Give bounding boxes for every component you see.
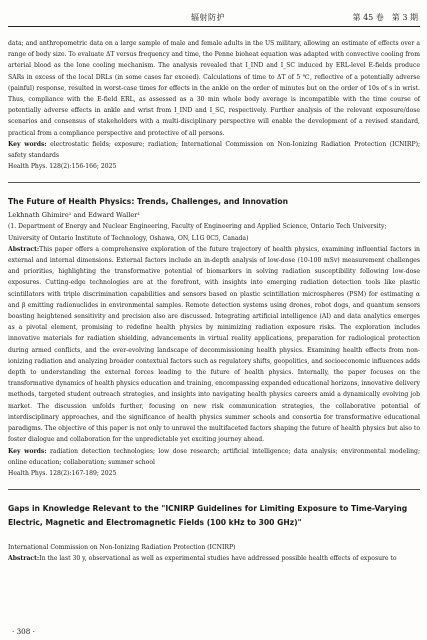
prev-citation: Health Phys. 128(2):156-166; 2025 — [8, 163, 117, 171]
article-keywords — [8, 446, 420, 468]
next-article-title: Gaps in Knowledge Relevant to the "ICNIRP Guidelines for Limiting Exposure to Time-Varying Electric, Magnetic and Electromagnetic Fields (100 kHz to 300 GHz)" — [8, 504, 408, 528]
journal-name: 辐射防护 — [191, 13, 225, 22]
abstract-label: Abstract: — [8, 555, 40, 563]
article-divider — [8, 182, 420, 183]
abstract-label: Abstract: — [8, 245, 40, 253]
abstract-text: This paper offers a comprehensive exploration of the future trajectory of health physics, examining influential factors in external and internal dimensions. External factors include an in-depth analysis of low-dose (10-100 mSv) measurement challenges and priorities, highlighting the transformative potential of biomarkers in solving radiation susceptibility following low-dose exposures. Cutting-edge technologies are at the forefront, with insights into emerging radiation detection tools like plastic scintillators with triple discrimination capabilities and sensors based on plastic scintillation microspheres (PSM) for estimating α and β emitting radionuclides in environmental samples. Remote detection systems using drones, robot dogs, and quantum sensors boasting heightened sensitivity and precision also are discussed. Integrating artificial intelligence (AI) and data analytics emerges as a pivotal element, promising to redefine health physics by minimizing radiation exposure risks. The exploration includes innovative materials for radiation shielding, advancements in virtual reality applications, preparation for radiological protection during armed conflicts, and the ever-evolving landscape of decommissioning health physics. Examining health effects from non-ionizing radiation and analyzing broader contextual factors such as regulatory shifts, geopolitics, and socioeconomic influences adds depth to understanding the external forces leading to the future of health physics. Internally, the paper focuses on the transformative dynamics of health physics education and training, encompassing expanded educational horizons, innovative delivery methods, targeted student outreach strategies, and insights into navigating health physics careers amid a dynamically evolving job market. The discussion unfolds further, focusing on new risk communication strategies, the collaborative potential of interdisciplinary approaches, and the significance of health physics summer schools and consortia for transformative educational paradigms. The objective of this paper is not only to unravel the multifaceted factors shaping the future of health physics but also to foster dialogue and collaboration for the unpredictable yet exciting journey ahead. — [8, 245, 420, 444]
article-affiliation: (1. Department of Energy and Nuclear Engineering, Faculty of Engineering and Applied Science, Ontario Tech University; University of Ontario Institute of Technology, Oshawa, ON, L1G 0C5, Canada) — [8, 223, 387, 242]
keywords-text: electrostatic fields; exposure; radiation; International Commission on Non-Ionizing Radiation Protection (ICNIRP); safety standards — [8, 140, 421, 160]
prev-keywords — [8, 139, 420, 161]
keywords-label: Key words: — [8, 447, 47, 455]
keywords-text: radiation detection technologies; low dose research; artificial intelligence; data analysis; environmental modeling; online education; collaboration; summer school — [8, 447, 421, 466]
article-citation: Health Phys. 128(2):167-189; 2025 — [8, 469, 117, 477]
prev-abstract-tail: data; and anthropometric data on a large sample of male and female adults in the US military, allowing an estimate of effects over a range of body size. To evaluate ΔT versus frequency and time, the Penne bioheat equation was adapted with convective cooling from arterial blood as the lone cooling mechanism. The analysis revealed that I_IND and I_SC induced by ERL-level E-fields produce SARs in excess of the local DRLs (in some cases far exceed). Calculations of time to ΔT of 5 ℃, reflective of a potentially adverse (painful) response, resulted in worst-case times for effects in the ankle on the order of minutes but on the order of 10s of s in wrist. Thus, compliance with the E-field ERL, as assessed as a 30 min whole body average is incompatible with the time course of potentially adverse effects in ankle and wrist from I_IND and I_SC, respectively. Further analysis of the relevant exposure/dose scenarios and consensus of stakeholders with a multi-disciplinary perspective will enable the development of a revised standard, practical from a compliance perspective and protective of all persons. — [8, 40, 420, 137]
issue-label: 第 45 卷 第 3 期 — [352, 13, 418, 22]
page-body — [8, 38, 420, 564]
keywords-label: Key words: — [8, 140, 47, 148]
page-number: · 308 · — [12, 627, 35, 636]
next-article-abstract — [8, 553, 420, 564]
header-rule — [8, 26, 420, 27]
article-authors: Lekhnath Ghimire¹ and Edward Waller¹ — [8, 211, 141, 220]
article-abstract — [8, 244, 420, 446]
article-divider — [8, 489, 420, 490]
next-article-org: International Commission on Non-Ionizing Radiation Protection (ICNIRP) — [8, 544, 236, 552]
article-title: The Future of Health Physics: Trends, Challenges, and Innovation — [8, 197, 289, 207]
running-header — [8, 9, 420, 27]
journal-page — [8, 0, 420, 640]
abstract-text: In the last 30 y, observational as well as experimental studies have addressed possible health effects of exposure to — [39, 555, 397, 563]
